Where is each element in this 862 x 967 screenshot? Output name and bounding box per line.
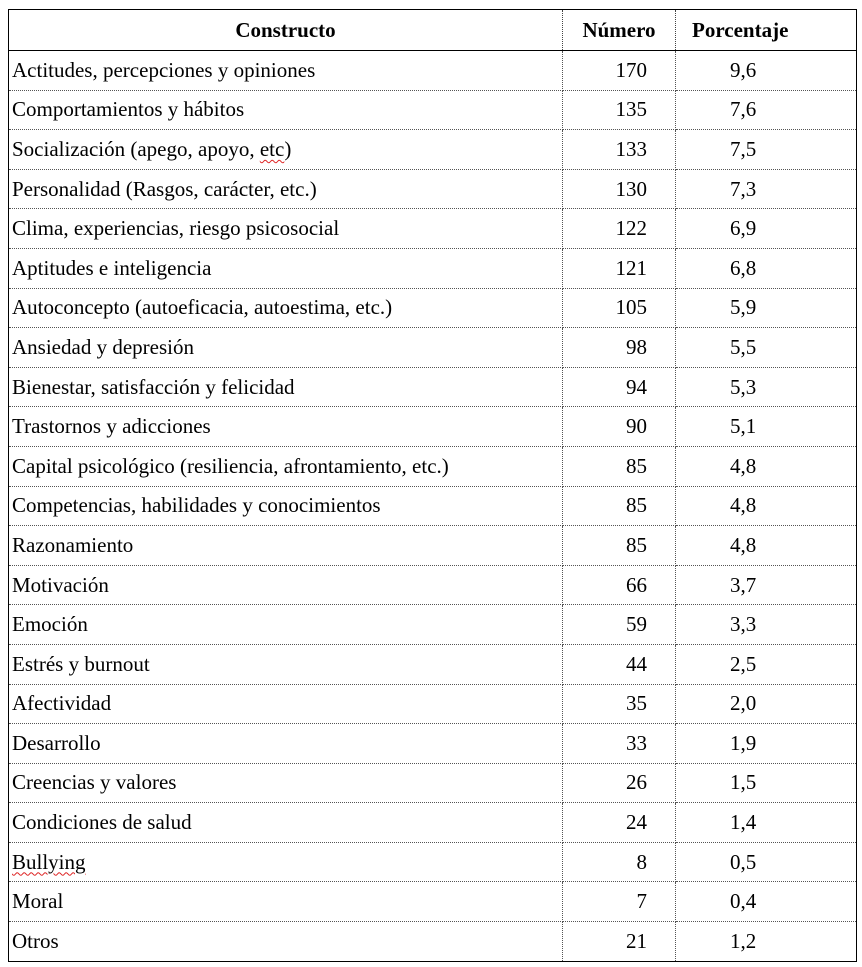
construct-cell bbox=[9, 288, 563, 328]
construct-text: Desarrollo bbox=[12, 730, 101, 755]
construct-cell bbox=[9, 763, 563, 803]
number-cell: 35 bbox=[563, 684, 676, 724]
percent-cell: 4,8 bbox=[676, 446, 857, 486]
number-cell: 130 bbox=[563, 169, 676, 209]
number-cell: 44 bbox=[563, 644, 676, 684]
construct-text: Motivación bbox=[12, 572, 109, 597]
header-number: Número bbox=[563, 10, 676, 51]
construct-cell bbox=[9, 248, 563, 288]
number-cell: 21 bbox=[563, 922, 676, 962]
table-row bbox=[9, 51, 857, 91]
table-row bbox=[9, 565, 857, 605]
construct-text: Condiciones de salud bbox=[12, 810, 192, 835]
construct-cell bbox=[9, 724, 563, 764]
number-cell: 85 bbox=[563, 526, 676, 566]
table-row bbox=[9, 882, 857, 922]
construct-text: Aptitudes e inteligencia bbox=[12, 255, 212, 280]
percent-cell: 5,1 bbox=[676, 407, 857, 447]
number-cell: 59 bbox=[563, 605, 676, 645]
percent-cell: 4,8 bbox=[676, 526, 857, 566]
percent-cell: 1,9 bbox=[676, 724, 857, 764]
table-row bbox=[9, 486, 857, 526]
number-cell: 24 bbox=[563, 803, 676, 843]
number-cell: 94 bbox=[563, 367, 676, 407]
construct-cell bbox=[9, 51, 563, 91]
number-cell: 105 bbox=[563, 288, 676, 328]
construct-cell bbox=[9, 209, 563, 249]
table-row bbox=[9, 130, 857, 170]
table-row bbox=[9, 644, 857, 684]
construct-text: Actitudes, percepciones y opiniones bbox=[12, 57, 316, 82]
percent-cell: 2,5 bbox=[676, 644, 857, 684]
construct-text: Bienestar, satisfacción y felicidad bbox=[12, 374, 295, 399]
table-row bbox=[9, 842, 857, 882]
construct-cell bbox=[9, 130, 563, 170]
percent-cell: 7,6 bbox=[676, 90, 857, 130]
construct-text: Creencias y valores bbox=[12, 770, 177, 795]
construct-text-suffix: ) bbox=[284, 136, 292, 161]
construct-text: Comportamientos y hábitos bbox=[12, 97, 245, 122]
construct-text: Autoconcepto (autoeficacia, autoestima, etc.) bbox=[12, 295, 393, 320]
percent-cell: 9,6 bbox=[676, 51, 857, 91]
percent-cell: 5,3 bbox=[676, 367, 857, 407]
table-row bbox=[9, 803, 857, 843]
constructs-table bbox=[8, 9, 857, 962]
table-row bbox=[9, 724, 857, 764]
table-row bbox=[9, 922, 857, 962]
construct-cell bbox=[9, 407, 563, 447]
construct-cell bbox=[9, 684, 563, 724]
percent-cell: 3,3 bbox=[676, 605, 857, 645]
construct-cell bbox=[9, 882, 563, 922]
number-cell: 85 bbox=[563, 486, 676, 526]
construct-cell bbox=[9, 90, 563, 130]
construct-cell bbox=[9, 328, 563, 368]
percent-cell: 4,8 bbox=[676, 486, 857, 526]
construct-text: Socialización (apego, apoyo, bbox=[12, 136, 260, 161]
construct-text: Razonamiento bbox=[12, 532, 134, 557]
percent-cell: 1,2 bbox=[676, 922, 857, 962]
table-row bbox=[9, 248, 857, 288]
table-row bbox=[9, 367, 857, 407]
percent-cell: 7,3 bbox=[676, 169, 857, 209]
header-row bbox=[9, 10, 857, 51]
construct-text: Estrés y burnout bbox=[12, 651, 150, 676]
number-cell: 66 bbox=[563, 565, 676, 605]
construct-cell bbox=[9, 605, 563, 645]
percent-cell: 5,5 bbox=[676, 328, 857, 368]
percent-cell: 5,9 bbox=[676, 288, 857, 328]
percent-cell: 1,4 bbox=[676, 803, 857, 843]
percent-cell: 6,9 bbox=[676, 209, 857, 249]
table-row bbox=[9, 328, 857, 368]
number-cell: 26 bbox=[563, 763, 676, 803]
construct-text: Competencias, habilidades y conocimientos bbox=[12, 493, 381, 518]
construct-text: Capital psicológico (resiliencia, afrontamiento, etc.) bbox=[12, 453, 449, 478]
table-row bbox=[9, 288, 857, 328]
construct-text: Trastornos y adicciones bbox=[12, 414, 211, 439]
number-cell: 133 bbox=[563, 130, 676, 170]
percent-cell: 0,4 bbox=[676, 882, 857, 922]
construct-cell bbox=[9, 803, 563, 843]
table-row bbox=[9, 526, 857, 566]
number-cell: 170 bbox=[563, 51, 676, 91]
number-cell: 33 bbox=[563, 724, 676, 764]
number-cell: 8 bbox=[563, 842, 676, 882]
table-row bbox=[9, 169, 857, 209]
construct-cell bbox=[9, 565, 563, 605]
spellcheck-flagged-text: etc bbox=[259, 136, 285, 161]
percent-cell: 2,0 bbox=[676, 684, 857, 724]
construct-text: Clima, experiencias, riesgo psicosocial bbox=[12, 216, 340, 241]
table-header bbox=[9, 10, 857, 51]
spellcheck-flagged-text: Bullying bbox=[12, 849, 86, 874]
table-body bbox=[9, 51, 857, 962]
construct-cell bbox=[9, 842, 563, 882]
number-cell: 121 bbox=[563, 248, 676, 288]
percent-cell: 6,8 bbox=[676, 248, 857, 288]
construct-text: Personalidad (Rasgos, carácter, etc.) bbox=[12, 176, 317, 201]
number-cell: 98 bbox=[563, 328, 676, 368]
number-cell: 135 bbox=[563, 90, 676, 130]
number-cell: 7 bbox=[563, 882, 676, 922]
table-row bbox=[9, 407, 857, 447]
number-cell: 85 bbox=[563, 446, 676, 486]
construct-text: Ansiedad y depresión bbox=[12, 334, 194, 359]
construct-text: Moral bbox=[12, 889, 64, 914]
construct-cell bbox=[9, 486, 563, 526]
table-row bbox=[9, 90, 857, 130]
table-row bbox=[9, 446, 857, 486]
construct-cell bbox=[9, 922, 563, 962]
percent-cell: 0,5 bbox=[676, 842, 857, 882]
percent-cell: 3,7 bbox=[676, 565, 857, 605]
header-construct: Constructo bbox=[9, 10, 563, 51]
table-row bbox=[9, 209, 857, 249]
construct-cell bbox=[9, 526, 563, 566]
percent-cell: 7,5 bbox=[676, 130, 857, 170]
construct-text: Emoción bbox=[12, 612, 88, 637]
percent-cell: 1,5 bbox=[676, 763, 857, 803]
table-row bbox=[9, 605, 857, 645]
construct-cell bbox=[9, 446, 563, 486]
construct-cell bbox=[9, 169, 563, 209]
construct-cell bbox=[9, 367, 563, 407]
number-cell: 90 bbox=[563, 407, 676, 447]
construct-text: Afectividad bbox=[12, 691, 112, 716]
header-percent: Porcentaje bbox=[676, 10, 857, 51]
table-row bbox=[9, 763, 857, 803]
construct-cell bbox=[9, 644, 563, 684]
table-row bbox=[9, 684, 857, 724]
construct-text: Otros bbox=[12, 928, 59, 953]
number-cell: 122 bbox=[563, 209, 676, 249]
